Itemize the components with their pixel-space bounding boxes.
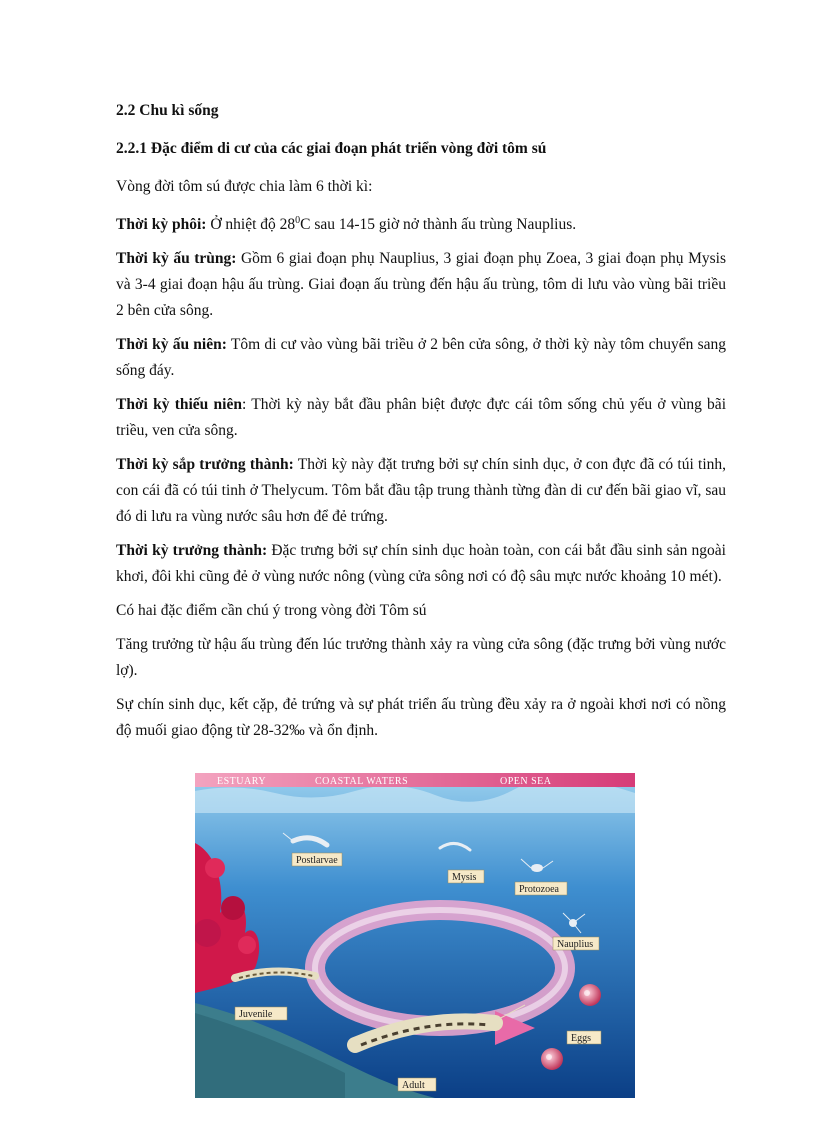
paragraph-two-features: Có hai đặc điểm cần chú ý trong vòng đời Tôm sú (116, 602, 427, 620)
section-heading: 2.2 Chu kì sống (116, 102, 219, 119)
term-adolescent: Thời kỳ thiếu niên (116, 396, 242, 414)
label-adult: Adult (402, 1080, 425, 1091)
paragraph-adult: Thời kỳ trưởng thành: Đặc trưng bởi sự chín sinh dục hoàn toàn, con cái bắt đầu sinh sản ngoài khơi, đôi khi cũng đẻ ở vùng nước nông (vùng cửa sông nơi có độ sâu mực nước khoảng 10 mét). (116, 542, 726, 586)
paragraph-adolescent: Thời kỳ thiếu niên: Thời kỳ này bắt đầu phân biệt được đực cái tôm sống chủ yếu ở vùng bãi triều, ven cửa sông. (116, 396, 726, 440)
label-protozoea: Protozoea (519, 884, 559, 895)
paragraph-larva: Thời kỳ ấu trùng: Gồm 6 giai đoạn phụ Nauplius, 3 giai đoạn phụ Zoea, 3 giai đoạn phụ Mysis và 3-4 giai đoạn hậu ấu trùng. Giai đoạn ấu trùng đến hậu ấu trùng, tôm di lưu vào vùng bãi triều 2 bên cửa sông. (116, 250, 726, 320)
term-embryo: Thời kỳ phôi: (116, 216, 207, 234)
paragraph-maturation: Sự chín sinh dục, kết cặp, đẻ trứng và sự phát triển ấu trùng đều xảy ra ở ngoài khơi nơi có nồng độ muối giao động từ 28-32‰ và ổn định. (116, 696, 726, 740)
term-adult: Thời kỳ trưởng thành: (116, 542, 268, 560)
paragraph-subadult: Thời kỳ sắp trưởng thành: Thời kỳ này đặt trưng bởi sự chín sinh dục, ở con đực đã có túi tinh, con cái đã có túi tinh ở Thelycum. Tôm bắt đầu tập trung thành từng đàn di cư đến bãi giao vĩ, sau đó di lưu ra vùng nước sâu hơn để đẻ trứng. (116, 456, 726, 526)
label-eggs: Eggs (571, 1033, 591, 1044)
label-mysis: Mysis (452, 872, 477, 883)
zone-estuary: ESTUARY (217, 776, 267, 787)
term-subadult: Thời kỳ sắp trưởng thành: (116, 456, 294, 474)
zone-coastal: COASTAL WATERS (315, 776, 409, 787)
paragraph-embryo: Thời kỳ phôi: Ở nhiệt độ $28^0C$ sau 14-15 giờ nở thành ấu trùng Nauplius. (116, 215, 577, 234)
zone-open-sea: OPEN SEA (500, 776, 552, 787)
intro-paragraph: Vòng đời tôm sú được chia làm 6 thời kì: (116, 178, 373, 195)
label-nauplius: Nauplius (557, 939, 594, 950)
label-postlarvae: Postlarvae (296, 855, 338, 866)
paragraph-juvenile: Thời kỳ ấu niên: Tôm di cư vào vùng bãi triều ở 2 bên cửa sông, ở thời kỳ này tôm chuyển sang sống đáy. (116, 336, 726, 380)
term-larva: Thời kỳ ấu trùng: (116, 250, 237, 268)
label-juvenile: Juvenile (239, 1009, 273, 1020)
subsection-heading: 2.2.1 Đặc điểm di cư của các giai đoạn phát triển vòng đời tôm sú (116, 140, 547, 157)
paragraph-growth: Tăng trưởng từ hậu ấu trùng đến lúc trưởng thành xảy ra vùng cửa sông (đặc trưng bởi vùng nước lợ). (116, 636, 726, 680)
lifecycle-illustration (195, 773, 635, 1098)
shrimp-lifecycle-figure (195, 773, 635, 1098)
document-body (116, 98, 726, 752)
term-juvenile: Thời kỳ ấu niên: (116, 336, 227, 354)
